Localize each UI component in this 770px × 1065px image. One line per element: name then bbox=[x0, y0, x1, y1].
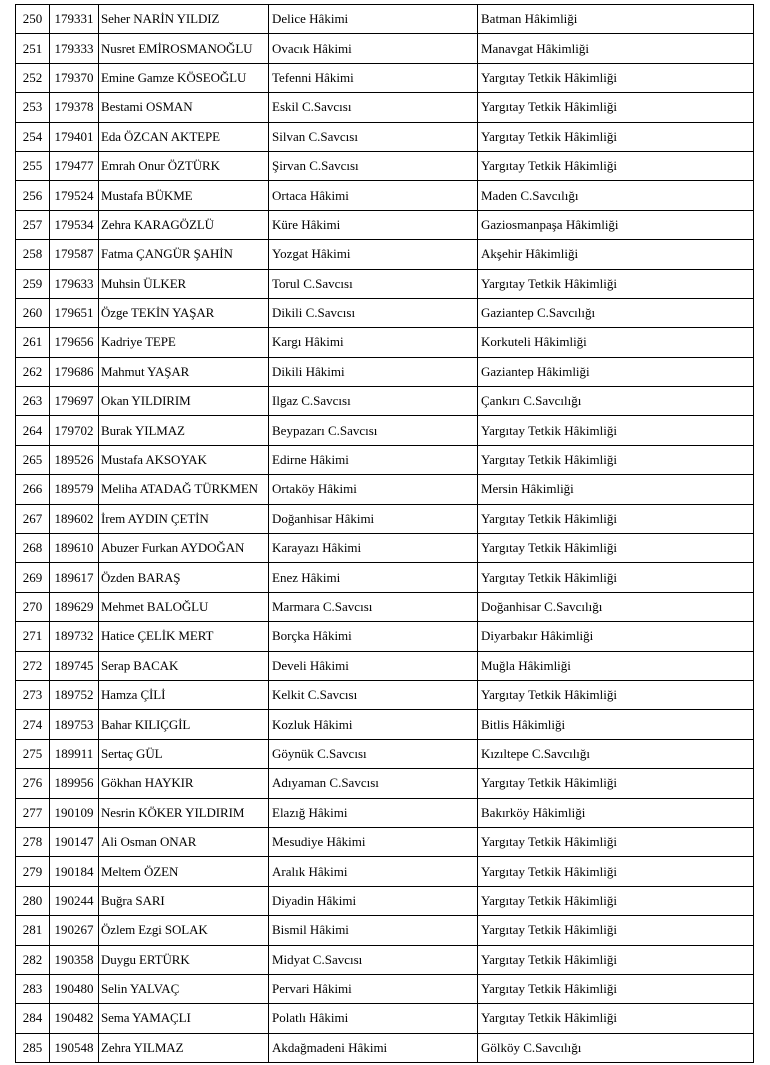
table-row bbox=[16, 886, 754, 915]
registry-number: 190244 bbox=[50, 886, 99, 915]
row-number: 272 bbox=[16, 651, 50, 680]
full-name: Okan YILDIRIM bbox=[99, 387, 269, 416]
row-number: 273 bbox=[16, 680, 50, 709]
full-name: Gökhan HAYKIR bbox=[99, 769, 269, 798]
table-row bbox=[16, 416, 754, 445]
full-name: Emine Gamze KÖSEOĞLU bbox=[99, 63, 269, 92]
table-row bbox=[16, 1004, 754, 1033]
registry-number: 190358 bbox=[50, 945, 99, 974]
registry-number: 190267 bbox=[50, 916, 99, 945]
table-row bbox=[16, 269, 754, 298]
row-number: 283 bbox=[16, 974, 50, 1003]
new-position: Batman Hâkimliği bbox=[478, 5, 754, 34]
current-position: Mesudiye Hâkimi bbox=[269, 827, 478, 856]
new-position: Doğanhisar C.Savcılığı bbox=[478, 592, 754, 621]
row-number: 268 bbox=[16, 534, 50, 563]
appointment-table-body bbox=[16, 5, 754, 1063]
new-position: Diyarbakır Hâkimliği bbox=[478, 622, 754, 651]
current-position: Göynük C.Savcısı bbox=[269, 739, 478, 768]
table-row bbox=[16, 504, 754, 533]
registry-number: 179378 bbox=[50, 93, 99, 122]
new-position: Yargıtay Tetkik Hâkimliği bbox=[478, 680, 754, 709]
current-position: Marmara C.Savcısı bbox=[269, 592, 478, 621]
new-position: Gaziantep C.Savcılığı bbox=[478, 298, 754, 327]
table-row bbox=[16, 857, 754, 886]
new-position: Yargıtay Tetkik Hâkimliği bbox=[478, 122, 754, 151]
table-row bbox=[16, 563, 754, 592]
registry-number: 189956 bbox=[50, 769, 99, 798]
full-name: Mahmut YAŞAR bbox=[99, 357, 269, 386]
row-number: 274 bbox=[16, 710, 50, 739]
table-row bbox=[16, 1033, 754, 1062]
new-position: Yargıtay Tetkik Hâkimliği bbox=[478, 63, 754, 92]
table-row bbox=[16, 240, 754, 269]
full-name: Selin YALVAÇ bbox=[99, 974, 269, 1003]
table-row bbox=[16, 93, 754, 122]
new-position: Yargıtay Tetkik Hâkimliği bbox=[478, 151, 754, 180]
full-name: Emrah Onur ÖZTÜRK bbox=[99, 151, 269, 180]
table-row bbox=[16, 651, 754, 680]
current-position: Akdağmadeni Hâkimi bbox=[269, 1033, 478, 1062]
full-name: Eda ÖZCAN AKTEPE bbox=[99, 122, 269, 151]
row-number: 258 bbox=[16, 240, 50, 269]
table-row bbox=[16, 974, 754, 1003]
current-position: Aralık Hâkimi bbox=[269, 857, 478, 886]
row-number: 259 bbox=[16, 269, 50, 298]
registry-number: 189745 bbox=[50, 651, 99, 680]
registry-number: 179702 bbox=[50, 416, 99, 445]
row-number: 269 bbox=[16, 563, 50, 592]
registry-number: 189752 bbox=[50, 680, 99, 709]
registry-number: 179633 bbox=[50, 269, 99, 298]
full-name: Özge TEKİN YAŞAR bbox=[99, 298, 269, 327]
current-position: Torul C.Savcısı bbox=[269, 269, 478, 298]
row-number: 281 bbox=[16, 916, 50, 945]
row-number: 280 bbox=[16, 886, 50, 915]
new-position: Yargıtay Tetkik Hâkimliği bbox=[478, 769, 754, 798]
full-name: Bestami OSMAN bbox=[99, 93, 269, 122]
full-name: Mustafa BÜKME bbox=[99, 181, 269, 210]
row-number: 279 bbox=[16, 857, 50, 886]
registry-number: 179331 bbox=[50, 5, 99, 34]
table-row bbox=[16, 622, 754, 651]
row-number: 277 bbox=[16, 798, 50, 827]
row-number: 262 bbox=[16, 357, 50, 386]
table-row bbox=[16, 34, 754, 63]
registry-number: 189579 bbox=[50, 475, 99, 504]
new-position: Yargıtay Tetkik Hâkimliği bbox=[478, 886, 754, 915]
row-number: 263 bbox=[16, 387, 50, 416]
row-number: 284 bbox=[16, 1004, 50, 1033]
registry-number: 190480 bbox=[50, 974, 99, 1003]
current-position: Doğanhisar Hâkimi bbox=[269, 504, 478, 533]
full-name: Hamza ÇİLİ bbox=[99, 680, 269, 709]
table-row bbox=[16, 445, 754, 474]
registry-number: 189911 bbox=[50, 739, 99, 768]
full-name: Hatice ÇELİK MERT bbox=[99, 622, 269, 651]
full-name: Mustafa AKSOYAK bbox=[99, 445, 269, 474]
table-row bbox=[16, 798, 754, 827]
current-position: Ovacık Hâkimi bbox=[269, 34, 478, 63]
row-number: 271 bbox=[16, 622, 50, 651]
new-position: Manavgat Hâkimliği bbox=[478, 34, 754, 63]
new-position: Yargıtay Tetkik Hâkimliği bbox=[478, 974, 754, 1003]
registry-number: 189617 bbox=[50, 563, 99, 592]
registry-number: 190109 bbox=[50, 798, 99, 827]
row-number: 254 bbox=[16, 122, 50, 151]
table-row bbox=[16, 945, 754, 974]
registry-number: 179587 bbox=[50, 240, 99, 269]
current-position: Tefenni Hâkimi bbox=[269, 63, 478, 92]
table-row bbox=[16, 710, 754, 739]
row-number: 270 bbox=[16, 592, 50, 621]
row-number: 264 bbox=[16, 416, 50, 445]
current-position: Şirvan C.Savcısı bbox=[269, 151, 478, 180]
full-name: Meltem ÖZEN bbox=[99, 857, 269, 886]
registry-number: 179477 bbox=[50, 151, 99, 180]
full-name: Mehmet BALOĞLU bbox=[99, 592, 269, 621]
appointment-list-page bbox=[15, 4, 753, 1063]
table-row bbox=[16, 739, 754, 768]
new-position: Bitlis Hâkimliği bbox=[478, 710, 754, 739]
current-position: Dikili Hâkimi bbox=[269, 357, 478, 386]
row-number: 255 bbox=[16, 151, 50, 180]
new-position: Gaziantep Hâkimliği bbox=[478, 357, 754, 386]
new-position: Yargıtay Tetkik Hâkimliği bbox=[478, 1004, 754, 1033]
table-row bbox=[16, 769, 754, 798]
current-position: Ortaca Hâkimi bbox=[269, 181, 478, 210]
full-name: Özlem Ezgi SOLAK bbox=[99, 916, 269, 945]
registry-number: 190548 bbox=[50, 1033, 99, 1062]
row-number: 251 bbox=[16, 34, 50, 63]
full-name: Zehra YILMAZ bbox=[99, 1033, 269, 1062]
registry-number: 189602 bbox=[50, 504, 99, 533]
registry-number: 189629 bbox=[50, 592, 99, 621]
table-row bbox=[16, 181, 754, 210]
new-position: Mersin Hâkimliği bbox=[478, 475, 754, 504]
new-position: Yargıtay Tetkik Hâkimliği bbox=[478, 916, 754, 945]
current-position: Kelkit C.Savcısı bbox=[269, 680, 478, 709]
registry-number: 179534 bbox=[50, 210, 99, 239]
current-position: Pervari Hâkimi bbox=[269, 974, 478, 1003]
full-name: Meliha ATADAĞ TÜRKMEN bbox=[99, 475, 269, 504]
full-name: Sema YAMAÇLI bbox=[99, 1004, 269, 1033]
current-position: Silvan C.Savcısı bbox=[269, 122, 478, 151]
table-row bbox=[16, 122, 754, 151]
new-position: Kızıltepe C.Savcılığı bbox=[478, 739, 754, 768]
new-position: Yargıtay Tetkik Hâkimliği bbox=[478, 445, 754, 474]
registry-number: 179697 bbox=[50, 387, 99, 416]
current-position: Develi Hâkimi bbox=[269, 651, 478, 680]
table-row bbox=[16, 210, 754, 239]
registry-number: 179333 bbox=[50, 34, 99, 63]
current-position: Bismil Hâkimi bbox=[269, 916, 478, 945]
table-row bbox=[16, 680, 754, 709]
new-position: Çankırı C.Savcılığı bbox=[478, 387, 754, 416]
current-position: Ilgaz C.Savcısı bbox=[269, 387, 478, 416]
registry-number: 179401 bbox=[50, 122, 99, 151]
row-number: 275 bbox=[16, 739, 50, 768]
registry-number: 190184 bbox=[50, 857, 99, 886]
row-number: 260 bbox=[16, 298, 50, 327]
full-name: Kadriye TEPE bbox=[99, 328, 269, 357]
full-name: Ali Osman ONAR bbox=[99, 827, 269, 856]
registry-number: 179651 bbox=[50, 298, 99, 327]
appointment-table bbox=[15, 4, 754, 1063]
current-position: Kargı Hâkimi bbox=[269, 328, 478, 357]
row-number: 282 bbox=[16, 945, 50, 974]
registry-number: 179370 bbox=[50, 63, 99, 92]
table-row bbox=[16, 63, 754, 92]
row-number: 261 bbox=[16, 328, 50, 357]
full-name: Duygu ERTÜRK bbox=[99, 945, 269, 974]
registry-number: 189732 bbox=[50, 622, 99, 651]
registry-number: 179656 bbox=[50, 328, 99, 357]
new-position: Yargıtay Tetkik Hâkimliği bbox=[478, 416, 754, 445]
row-number: 267 bbox=[16, 504, 50, 533]
new-position: Yargıtay Tetkik Hâkimliği bbox=[478, 93, 754, 122]
new-position: Yargıtay Tetkik Hâkimliği bbox=[478, 857, 754, 886]
current-position: Borçka Hâkimi bbox=[269, 622, 478, 651]
full-name: Özden BARAŞ bbox=[99, 563, 269, 592]
row-number: 265 bbox=[16, 445, 50, 474]
current-position: Delice Hâkimi bbox=[269, 5, 478, 34]
table-row bbox=[16, 151, 754, 180]
registry-number: 189526 bbox=[50, 445, 99, 474]
full-name: Nesrin KÖKER YILDIRIM bbox=[99, 798, 269, 827]
registry-number: 179524 bbox=[50, 181, 99, 210]
current-position: Kozluk Hâkimi bbox=[269, 710, 478, 739]
new-position: Maden C.Savcılığı bbox=[478, 181, 754, 210]
new-position: Yargıtay Tetkik Hâkimliği bbox=[478, 827, 754, 856]
row-number: 276 bbox=[16, 769, 50, 798]
row-number: 285 bbox=[16, 1033, 50, 1062]
full-name: Serap BACAK bbox=[99, 651, 269, 680]
full-name: Sertaç GÜL bbox=[99, 739, 269, 768]
full-name: Burak YILMAZ bbox=[99, 416, 269, 445]
full-name: Zehra KARAGÖZLÜ bbox=[99, 210, 269, 239]
full-name: Buğra SARI bbox=[99, 886, 269, 915]
full-name: Fatma ÇANGÜR ŞAHİN bbox=[99, 240, 269, 269]
table-row bbox=[16, 534, 754, 563]
new-position: Yargıtay Tetkik Hâkimliği bbox=[478, 504, 754, 533]
row-number: 266 bbox=[16, 475, 50, 504]
current-position: Midyat C.Savcısı bbox=[269, 945, 478, 974]
current-position: Eskil C.Savcısı bbox=[269, 93, 478, 122]
table-row bbox=[16, 827, 754, 856]
row-number: 250 bbox=[16, 5, 50, 34]
current-position: Adıyaman C.Savcısı bbox=[269, 769, 478, 798]
full-name: Nusret EMİROSMANOĞLU bbox=[99, 34, 269, 63]
table-row bbox=[16, 5, 754, 34]
new-position: Gaziosmanpaşa Hâkimliği bbox=[478, 210, 754, 239]
current-position: Yozgat Hâkimi bbox=[269, 240, 478, 269]
table-row bbox=[16, 328, 754, 357]
new-position: Yargıtay Tetkik Hâkimliği bbox=[478, 563, 754, 592]
table-row bbox=[16, 298, 754, 327]
table-row bbox=[16, 387, 754, 416]
new-position: Yargıtay Tetkik Hâkimliği bbox=[478, 269, 754, 298]
new-position: Bakırköy Hâkimliği bbox=[478, 798, 754, 827]
current-position: Beypazarı C.Savcısı bbox=[269, 416, 478, 445]
registry-number: 179686 bbox=[50, 357, 99, 386]
row-number: 252 bbox=[16, 63, 50, 92]
new-position: Akşehir Hâkimliği bbox=[478, 240, 754, 269]
current-position: Edirne Hâkimi bbox=[269, 445, 478, 474]
table-row bbox=[16, 592, 754, 621]
registry-number: 189753 bbox=[50, 710, 99, 739]
registry-number: 189610 bbox=[50, 534, 99, 563]
current-position: Polatlı Hâkimi bbox=[269, 1004, 478, 1033]
row-number: 256 bbox=[16, 181, 50, 210]
new-position: Korkuteli Hâkimliği bbox=[478, 328, 754, 357]
current-position: Karayazı Hâkimi bbox=[269, 534, 478, 563]
row-number: 253 bbox=[16, 93, 50, 122]
new-position: Yargıtay Tetkik Hâkimliği bbox=[478, 945, 754, 974]
registry-number: 190482 bbox=[50, 1004, 99, 1033]
current-position: Enez Hâkimi bbox=[269, 563, 478, 592]
new-position: Yargıtay Tetkik Hâkimliği bbox=[478, 534, 754, 563]
current-position: Ortaköy Hâkimi bbox=[269, 475, 478, 504]
current-position: Küre Hâkimi bbox=[269, 210, 478, 239]
row-number: 278 bbox=[16, 827, 50, 856]
current-position: Dikili C.Savcısı bbox=[269, 298, 478, 327]
registry-number: 190147 bbox=[50, 827, 99, 856]
current-position: Elazığ Hâkimi bbox=[269, 798, 478, 827]
new-position: Muğla Hâkimliği bbox=[478, 651, 754, 680]
table-row bbox=[16, 357, 754, 386]
new-position: Gölköy C.Savcılığı bbox=[478, 1033, 754, 1062]
row-number: 257 bbox=[16, 210, 50, 239]
full-name: Bahar KILIÇGİL bbox=[99, 710, 269, 739]
full-name: Muhsin ÜLKER bbox=[99, 269, 269, 298]
full-name: Seher NARİN YILDIZ bbox=[99, 5, 269, 34]
table-row bbox=[16, 475, 754, 504]
full-name: Abuzer Furkan AYDOĞAN bbox=[99, 534, 269, 563]
full-name: İrem AYDIN ÇETİN bbox=[99, 504, 269, 533]
current-position: Diyadin Hâkimi bbox=[269, 886, 478, 915]
table-row bbox=[16, 916, 754, 945]
